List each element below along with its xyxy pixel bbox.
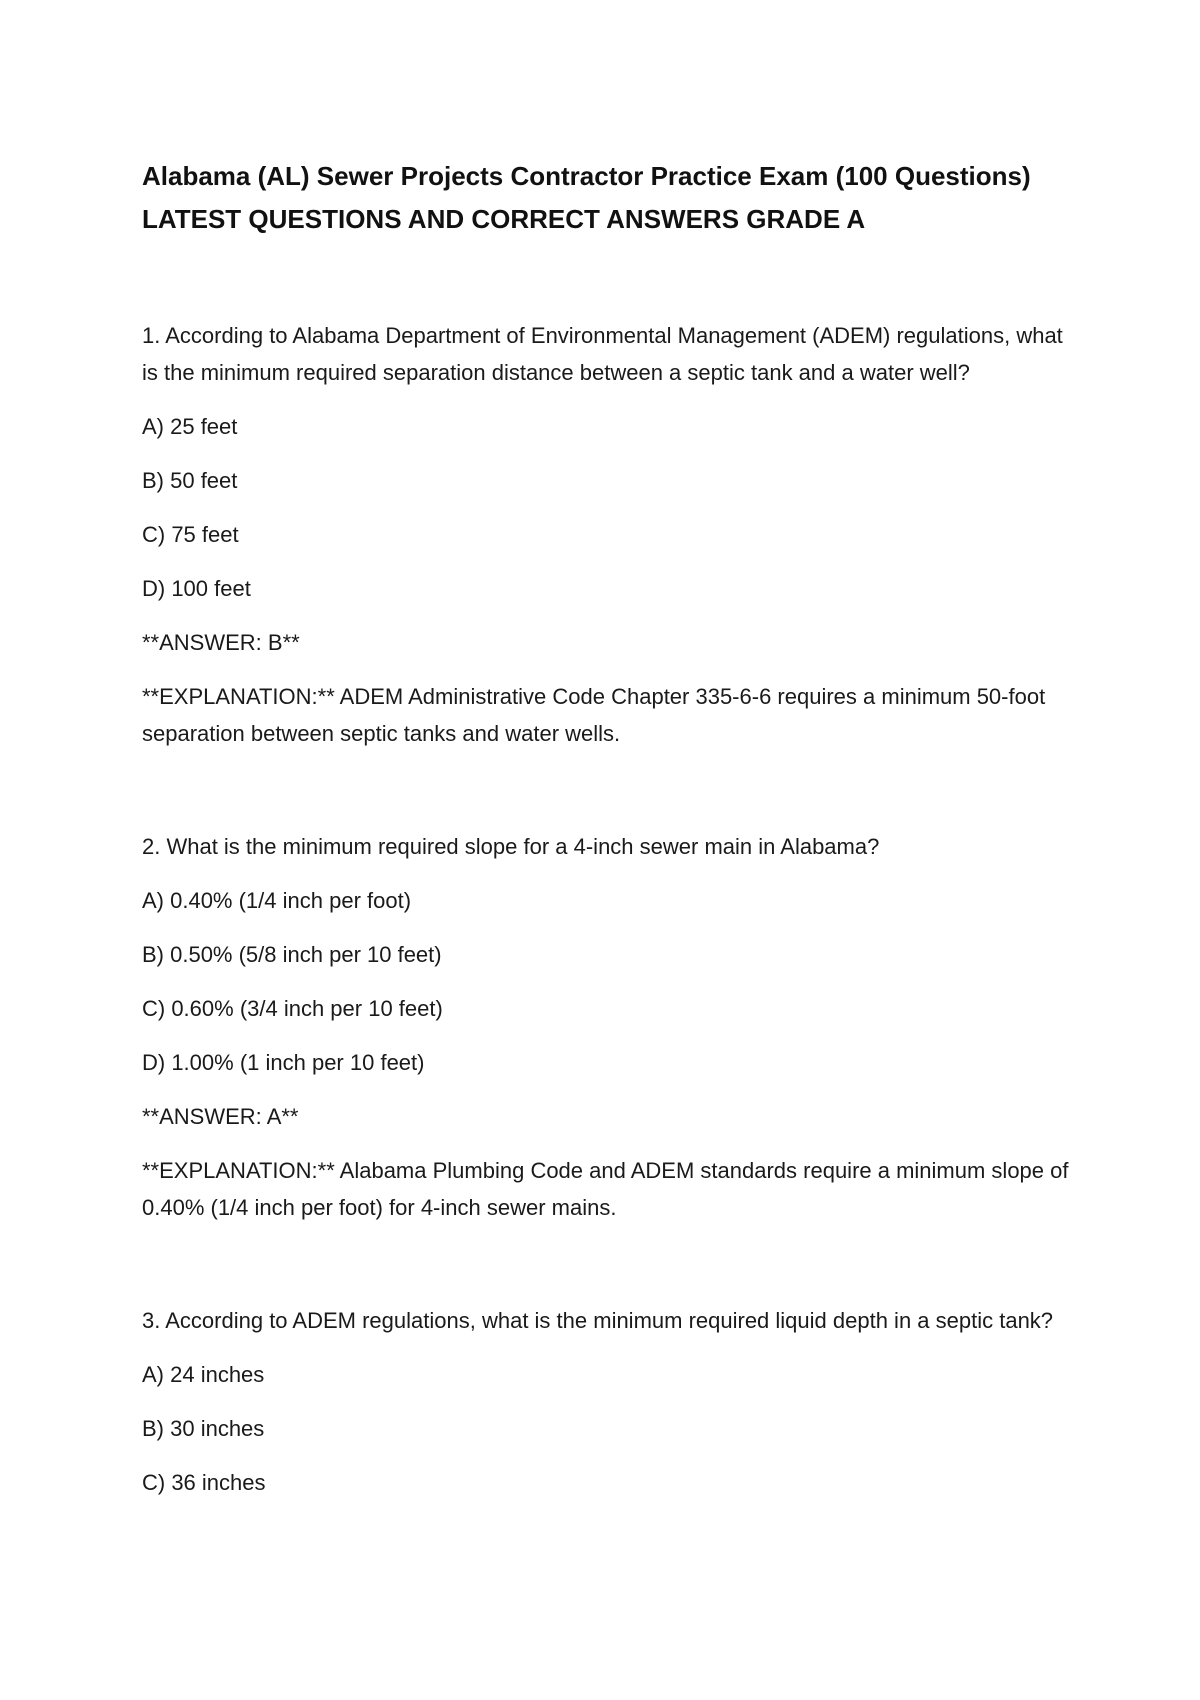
option-a: A) 24 inches: [142, 1362, 265, 1387]
document-title: [142, 155, 1072, 241]
question-text: 1. According to Alabama Department of Environmental Management (ADEM) regulations, what is the minimum required separation distance between a septic tank and a water well?: [142, 323, 1063, 385]
option-b: B) 50 feet: [142, 468, 238, 493]
title-line-1: Alabama (AL) Sewer Projects Contractor Practice Exam (100 Questions): [142, 161, 1031, 191]
option-c: C) 75 feet: [142, 522, 239, 547]
answer-line: **ANSWER: B**: [142, 630, 300, 655]
question-3: [142, 1302, 1072, 1501]
question-text: 2. What is the minimum required slope for a 4-inch sewer main in Alabama?: [142, 834, 880, 859]
option-a: A) 25 feet: [142, 414, 238, 439]
option-c: C) 0.60% (3/4 inch per 10 feet): [142, 996, 443, 1021]
question-1: [142, 317, 1072, 752]
explanation-text: **EXPLANATION:** ADEM Administrative Code Chapter 335-6-6 requires a minimum 50-foot separation between septic tanks and water wells.: [142, 684, 1046, 746]
answer-line: **ANSWER: A**: [142, 1104, 299, 1129]
option-a: A) 0.40% (1/4 inch per foot): [142, 888, 412, 913]
option-d: D) 1.00% (1 inch per 10 feet): [142, 1050, 425, 1075]
explanation-text: **EXPLANATION:** Alabama Plumbing Code and ADEM standards require a minimum slope of 0.40% (1/4 inch per foot) for 4-inch sewer mains.: [142, 1158, 1069, 1220]
option-d: D) 100 feet: [142, 576, 251, 601]
option-c: C) 36 inches: [142, 1470, 266, 1495]
option-b: B) 0.50% (5/8 inch per 10 feet): [142, 942, 442, 967]
question-text: 3. According to ADEM regulations, what is the minimum required liquid depth in a septic tank?: [142, 1308, 1054, 1333]
document-page: [142, 155, 1072, 1501]
question-2: [142, 828, 1072, 1226]
title-line-2: LATEST QUESTIONS AND CORRECT ANSWERS GRADE A: [142, 204, 866, 234]
option-b: B) 30 inches: [142, 1416, 265, 1441]
